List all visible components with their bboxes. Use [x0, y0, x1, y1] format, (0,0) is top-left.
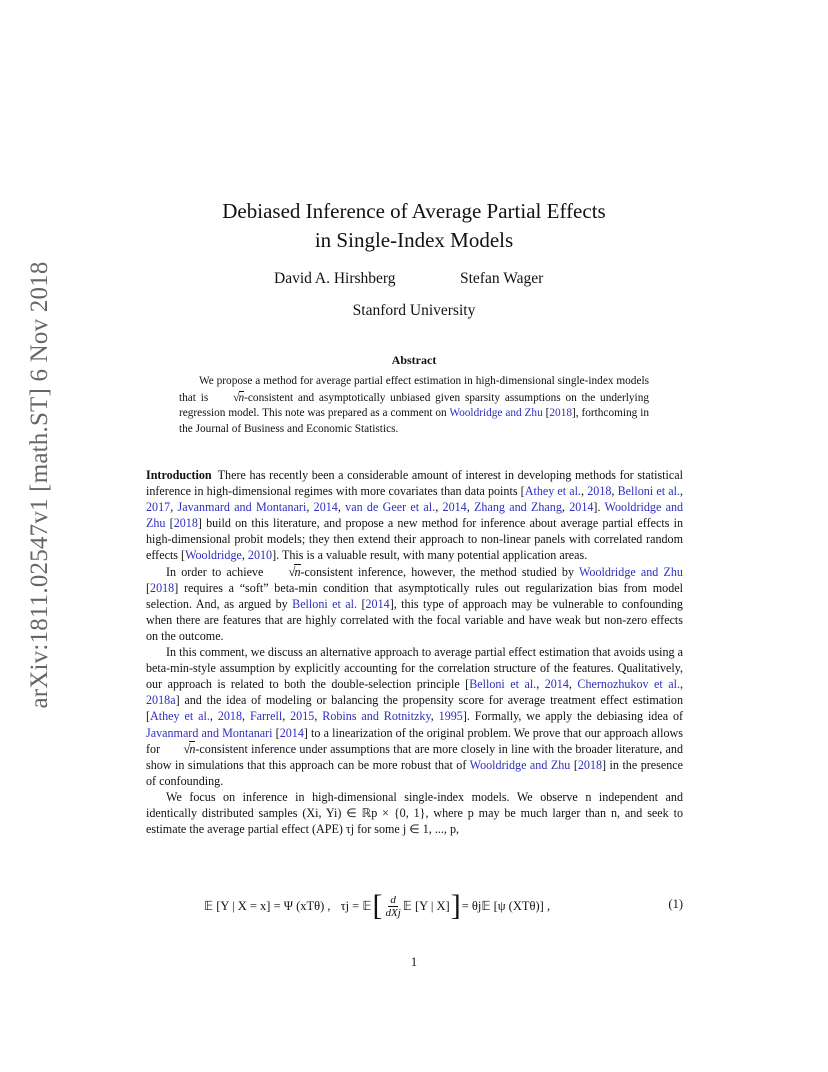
citation-link[interactable]: Wooldridge and Zhu	[469, 757, 571, 772]
citation-link[interactable]: 2014	[365, 596, 390, 611]
sqrt-n-symbol: √n	[183, 741, 196, 756]
citation-link[interactable]: Robins and Rotnitzky	[322, 709, 431, 724]
sqrt-n-symbol: √n	[232, 389, 245, 404]
citation-link[interactable]: 1995	[438, 709, 463, 724]
author-name: Stefan Wager	[460, 270, 544, 287]
citation-link[interactable]: Zhang and Zhang	[474, 500, 562, 515]
citation-link[interactable]: 2014	[442, 500, 467, 515]
fraction-denominator: dXj	[385, 906, 401, 919]
equation-number: (1)	[668, 897, 683, 911]
left-bracket: [	[372, 889, 383, 922]
citation-link[interactable]: 2014	[313, 500, 338, 515]
citation-link[interactable]: Wooldridge and Zhu	[146, 500, 684, 531]
equation-tau: τj = 𝔼	[340, 899, 372, 913]
citation-link[interactable]: Javanmard and Montanari	[146, 725, 273, 740]
author-name: David A. Hirshberg	[274, 270, 396, 287]
equation-rhs: = θj𝔼 [ψ (XTθ)] ,	[461, 899, 551, 913]
equation-inner: 𝔼 [Y | X]	[402, 899, 450, 913]
title-line-1: Debiased Inference of Average Partial Effects	[222, 199, 606, 223]
title-line-2: in Single-Index Models	[314, 228, 514, 252]
citation-link[interactable]: Chernozhukov et al.	[577, 677, 680, 692]
paragraph: In order to achieve √n-consistent inference, however, the method studied by Wooldridge and Zhu [2018] requires a “soft” beta-min condition that asymptotically rules out regularization bias from model selection. And, as argued by Belloni et al. [2014], this type of approach may be vulnerable to confounding when there are features that are highly correlated with the focal variable and have weak but non-zero effects on the outcome.	[146, 564, 683, 643]
paper-title	[150, 197, 678, 255]
citation-link[interactable]: 2017	[146, 500, 171, 515]
citation-link[interactable]: Belloni et al.	[617, 484, 680, 499]
citation-link[interactable]: Wooldridge	[185, 548, 242, 563]
citation-link[interactable]: Javanmard and Montanari	[177, 500, 307, 515]
equation-content	[204, 884, 550, 928]
abstract-heading: Abstract	[391, 353, 437, 367]
citation-link[interactable]: 2018	[587, 484, 612, 499]
right-bracket: ]	[450, 889, 461, 922]
citation-link[interactable]: Belloni et al.	[292, 596, 358, 611]
citation-link[interactable]: 2014	[569, 500, 594, 515]
equation-1	[146, 884, 683, 928]
citation-link[interactable]: Athey et al.	[150, 709, 210, 724]
paragraph: Introduction There has recently been a considerable amount of interest in developing methods for statistical inference in high-dimensional regimes with more covariates than data points [Athey et al., 2018, Belloni et al., 2017, Javanmard and Montanari, 2014, van de Geer et al., 2014, Zhang and Zhang, 2014]. Wooldridge and Zhu [2018] build on this literature, and propose a new method for inference about average partial effects in high-dimensional probit models; they then extend their approach to non-linear panels with correlated random effects [Wooldridge, 2010]. This is a valuable result, with many potential application areas.	[146, 468, 684, 563]
citation-link[interactable]: 2015	[290, 709, 315, 724]
page-number: 1	[410, 955, 418, 969]
arxiv-side-stamp: arXiv:1811.02547v1 [math.ST] 6 Nov 2018	[26, 261, 53, 709]
sqrt-n-symbol: √n	[288, 564, 301, 579]
main-text	[146, 467, 683, 837]
fraction-numerator: d	[390, 893, 396, 906]
citation-link[interactable]: 2014	[544, 677, 569, 692]
citation-link[interactable]: 2018	[173, 516, 198, 531]
abstract-body: We propose a method for average partial effect estimation in high-dimensional single-index models that is √n-consistent and asymptotically unbiased given sparsity assumptions on the underlying regression model. This note was prepared as a comment on Wooldridge and Zhu [2018], forthcoming in the Journal of Business and Economic Statistics.	[179, 375, 649, 435]
citation-link[interactable]: 2018	[150, 580, 175, 595]
citation-link[interactable]: Wooldridge and Zhu	[449, 407, 543, 420]
citation-link[interactable]: Belloni et al.	[469, 677, 537, 692]
affiliation: Stanford University	[352, 302, 476, 319]
citation-link[interactable]: Athey et al.	[524, 484, 582, 499]
citation-link[interactable]: 2018	[577, 757, 603, 772]
citation-link[interactable]: 2018	[217, 709, 242, 724]
citation-link[interactable]: 2014	[279, 725, 304, 740]
citation-link[interactable]: van de Geer et al.	[345, 500, 436, 515]
citation-link[interactable]: 2018	[549, 407, 572, 420]
citation-link[interactable]: 2010	[247, 548, 273, 563]
citation-link[interactable]: Wooldridge and Zhu	[578, 564, 683, 579]
section-heading-introduction: Introduction	[146, 468, 212, 482]
derivative-fraction	[385, 894, 400, 919]
paragraph: In this comment, we discuss an alternative approach to average partial effect estimation that avoids using a beta-min-style assumption by explicitly accounting for the correlation structure of the features. Qualitatively, our approach is related to both the double-selection principle [Belloni et al., 2014, Chernozhukov et al., 2018a] and the idea of modeling or balancing the propensity score for average treatment effect estimation [Athey et al., 2018, Farrell, 2015, Robins and Rotnitzky, 1995]. Formally, we apply the debiasing idea of Javanmard and Montanari [2014] to a linearization of the original problem. We prove that our approach allows for √n-consistent inference under assumptions that are more closely in line with the broader literature, and show in simulations that this approach can be more robust that of Wooldridge and Zhu [2018] in the presence of confounding.	[146, 645, 684, 788]
citation-link[interactable]: Farrell	[249, 709, 283, 724]
citation-link[interactable]: 2018a	[146, 693, 176, 708]
paragraph: We focus on inference in high-dimensional single-index models. We observe n independent and identically distributed samples (Xi, Yi) ∈ ℝp × {0, 1}, where p may be much larger than n, and seek to estimate the average partial effect (APE) τj for some j ∈ 1, ..., p,	[146, 789, 683, 837]
equation-lhs: 𝔼 [Y | X = x] = Ψ (xTθ) ,	[204, 899, 331, 913]
